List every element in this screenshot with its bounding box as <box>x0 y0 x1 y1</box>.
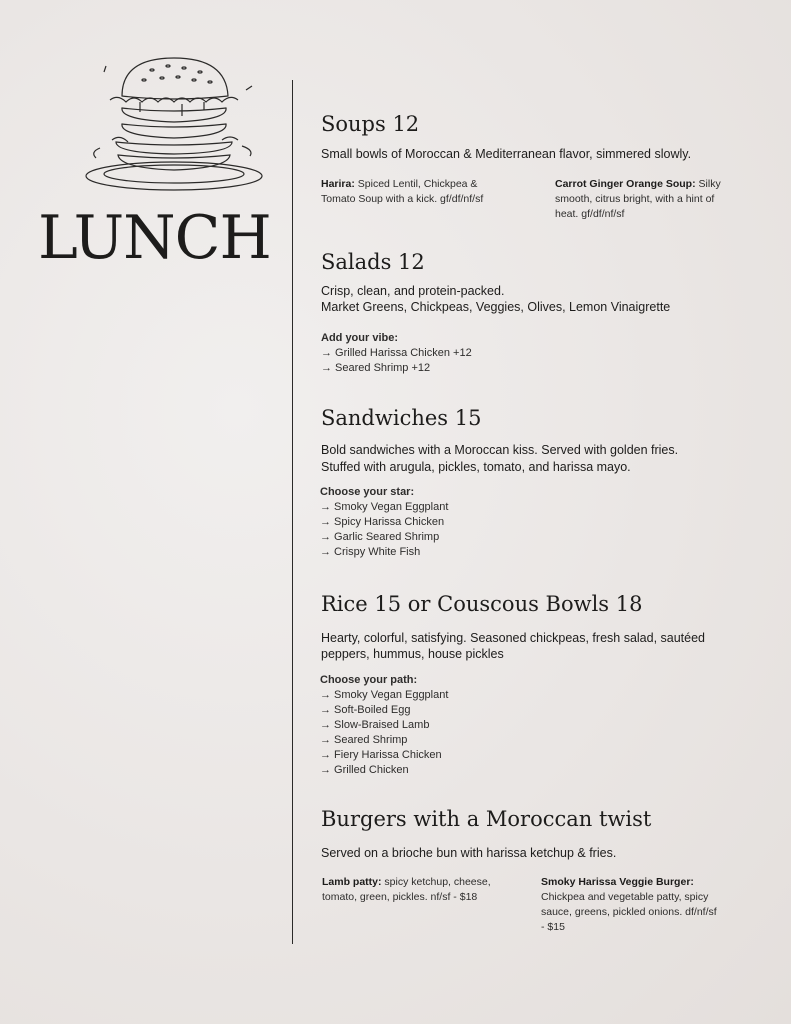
list-item: → Soft-Boiled Egg <box>320 704 411 716</box>
soup-item-name: Carrot Ginger Orange Soup: <box>555 178 696 190</box>
choices-heading: Choose your star: <box>320 486 415 498</box>
list-item: → Grilled Chicken <box>320 764 409 776</box>
burgers-intro: Served on a brioche bun with harissa ketchup & fries. <box>321 846 617 860</box>
addons-heading: Add your vibe: <box>321 332 399 344</box>
burger-illustration-icon <box>82 52 268 196</box>
salads-addons <box>321 331 472 376</box>
list-item: → Crispy White Fish <box>320 546 421 558</box>
burger-item-desc: Chickpea and vegetable patty, spicy sauce, greens, pickled onions. df/nf/sf - $15 <box>541 891 717 933</box>
bowls-title: Rice 15 or Couscous Bowls 18 <box>321 592 643 616</box>
soup-item-carrot <box>555 177 740 222</box>
salads-title: Salads 12 <box>321 250 425 274</box>
list-item: → Spicy Harissa Chicken <box>320 516 445 528</box>
burger-item-name: Smoky Harissa Veggie Burger: <box>541 876 694 888</box>
burger-item-desc: spicy ketchup, cheese, tomato, green, pickles. nf/sf - $18 <box>322 876 491 903</box>
sandwiches-intro-1: Bold sandwiches with a Moroccan kiss. Served with golden fries. <box>321 443 679 457</box>
page-title: LUNCH <box>38 203 271 273</box>
list-item: → Fiery Harissa Chicken <box>320 749 442 761</box>
left-panel <box>0 0 290 1024</box>
list-item: → Slow-Braised Lamb <box>320 719 430 731</box>
soup-item-harira <box>321 177 496 207</box>
soups-title: Soups 12 <box>321 112 420 136</box>
bowls-intro: Hearty, colorful, satisfying. Seasoned chickpeas, fresh salad, sautéed peppers, hummus, house pickles <box>321 631 706 661</box>
burger-item-name: Lamb patty: <box>322 876 382 888</box>
soup-item-desc: Silky smooth, citrus bright, with a hint of heat. gf/df/nf/sf <box>555 178 721 220</box>
list-item: → Garlic Seared Shrimp <box>320 531 440 543</box>
salads-intro-2: Market Greens, Chickpeas, Veggies, Olives, Lemon Vinaigrette <box>321 300 671 314</box>
soup-item-desc: Spiced Lentil, Chickpea & Tomato Soup with a kick. gf/df/nf/sf <box>321 178 484 205</box>
soup-item-name: Harira: <box>321 178 355 190</box>
burger-item-veggie <box>541 875 721 935</box>
sandwiches-title: Sandwiches 15 <box>321 406 482 430</box>
salads-intro-1: Crisp, clean, and protein-packed. <box>321 284 505 298</box>
list-item: → Smoky Vegan Eggplant <box>320 501 449 513</box>
burgers-title: Burgers with a Moroccan twist <box>321 807 652 831</box>
bowls-choices <box>320 673 448 778</box>
burger-item-lamb <box>322 875 494 905</box>
column-divider <box>292 80 293 944</box>
choices-heading: Choose your path: <box>320 674 418 686</box>
list-item: → Grilled Harissa Chicken +12 <box>321 347 472 359</box>
list-item: → Seared Shrimp <box>320 734 408 746</box>
sandwiches-choices <box>320 485 448 560</box>
list-item: → Seared Shrimp +12 <box>321 362 431 374</box>
sandwiches-intro-2: Stuffed with arugula, pickles, tomato, and harissa mayo. <box>321 460 631 474</box>
list-item: → Smoky Vegan Eggplant <box>320 689 449 701</box>
soups-intro: Small bowls of Moroccan & Mediterranean flavor, simmered slowly. <box>321 147 692 161</box>
